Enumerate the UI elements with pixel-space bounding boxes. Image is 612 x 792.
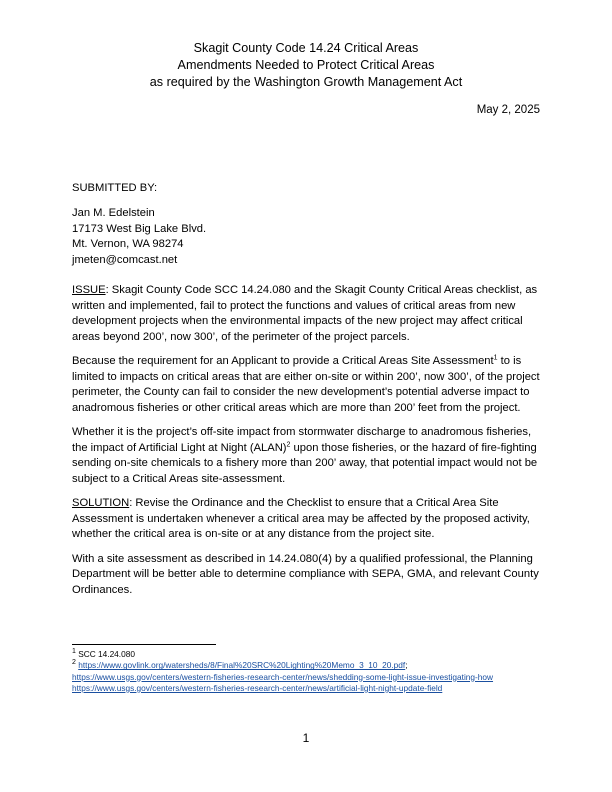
title-line-3: as required by the Washington Growth Management Act <box>149 75 463 89</box>
assessment-text-a: Because the requirement for an Applicant to provide a Critical Areas Site Assessment <box>72 355 494 367</box>
document-date: May 2, 2025 <box>476 104 540 116</box>
impact-text-a: Whether it is the project’s off-site impact from stormwater discharge to anadromous fisheries, the impact of Artificial Light at Night (ALAN) <box>72 426 532 454</box>
closing-paragraph: With a site assessment as described in 14.24.080(4) by a qualified professional, the Planning Department will be better able to determine compliance with SEPA, GMA, and relevant County Ordinances. <box>72 552 539 596</box>
footnote-2-number: 2 <box>72 659 76 667</box>
footnote-link-usgs-artificial-light[interactable]: https://www.usgs.gov/centers/western-fisheries-research-center/news/artificial-light-night-update-field <box>72 682 443 693</box>
footnote-ref-1: 1 <box>493 354 498 362</box>
issue-text: : Skagit County Code SCC 14.24.080 and the Skagit County Critical Areas checklist, as written and implemented, fail to protect the functions and values of critical areas from new development projects when the environmental impacts of the new project may affect critical areas beyond 200’, now 300’, of the perimeter of the project parcels. <box>72 284 538 343</box>
assessment-text-b: to is limited to impacts on critical areas that are either on-site or within 200’, now 300’, of the project perimeter, the County can fail to consider the new development’s potential adverse impact to anadromous fisheries or other critical areas which are more than 200’ feet from the project. <box>72 355 540 414</box>
submitter-name: Jan M. Edelstein <box>72 207 155 219</box>
solution-label: SOLUTION <box>72 497 130 509</box>
footnote-2-separator: ; <box>405 660 408 671</box>
footnote-1 <box>72 649 542 660</box>
assessment-paragraph <box>72 354 542 416</box>
footnote-link-usgs-shedding-light[interactable]: https://www.usgs.gov/centers/western-fisheries-research-center/news/shedding-some-light-issue-investigating-how <box>72 671 494 682</box>
title-line-2: Amendments Needed to Protect Critical Areas <box>177 58 435 72</box>
footnotes <box>72 649 542 694</box>
document-title <box>0 40 612 91</box>
submitted-by-label: SUBMITTED BY: <box>72 182 158 194</box>
submitter-email: jmeten@comcast.net <box>72 253 178 266</box>
footnote-ref-2: 2 <box>286 440 291 448</box>
footnote-1-number: 1 <box>72 648 76 656</box>
impact-text-b: upon those fisheries, or the hazard of fire-fighting sending on-site chemicals to a fishery more than 200’ away, that potential impact would not be subject to a Critical Areas site-assessment. <box>72 441 538 485</box>
footnote-divider <box>72 644 216 645</box>
issue-label: ISSUE <box>72 284 106 296</box>
impact-paragraph <box>72 425 542 487</box>
document-body <box>72 283 542 607</box>
solution-paragraph <box>72 496 542 543</box>
submitter-street: 17173 West Big Lake Blvd. <box>72 222 207 235</box>
title-line-1: Skagit County Code 14.24 Critical Areas <box>193 41 419 55</box>
footnote-link-govlink[interactable]: https://www.govlink.org/watersheds/8/Final%20SRC%20Lighting%20Memo_3_10_20.pdf <box>78 660 406 671</box>
submitter-address <box>72 206 206 268</box>
submitter-city: Mt. Vernon, WA 98274 <box>72 238 184 250</box>
page-number: 1 <box>302 731 310 745</box>
solution-text: : Revise the Ordinance and the Checklist to ensure that a Critical Area Site Assessment is undertaken whenever a critical area may be affected by the proposed activity, whether the critical area is on-site or at any distance from the project site. <box>72 497 530 540</box>
footnote-2 <box>72 660 542 694</box>
footnote-1-text: SCC 14.24.080 <box>75 649 135 659</box>
issue-paragraph <box>72 283 542 345</box>
